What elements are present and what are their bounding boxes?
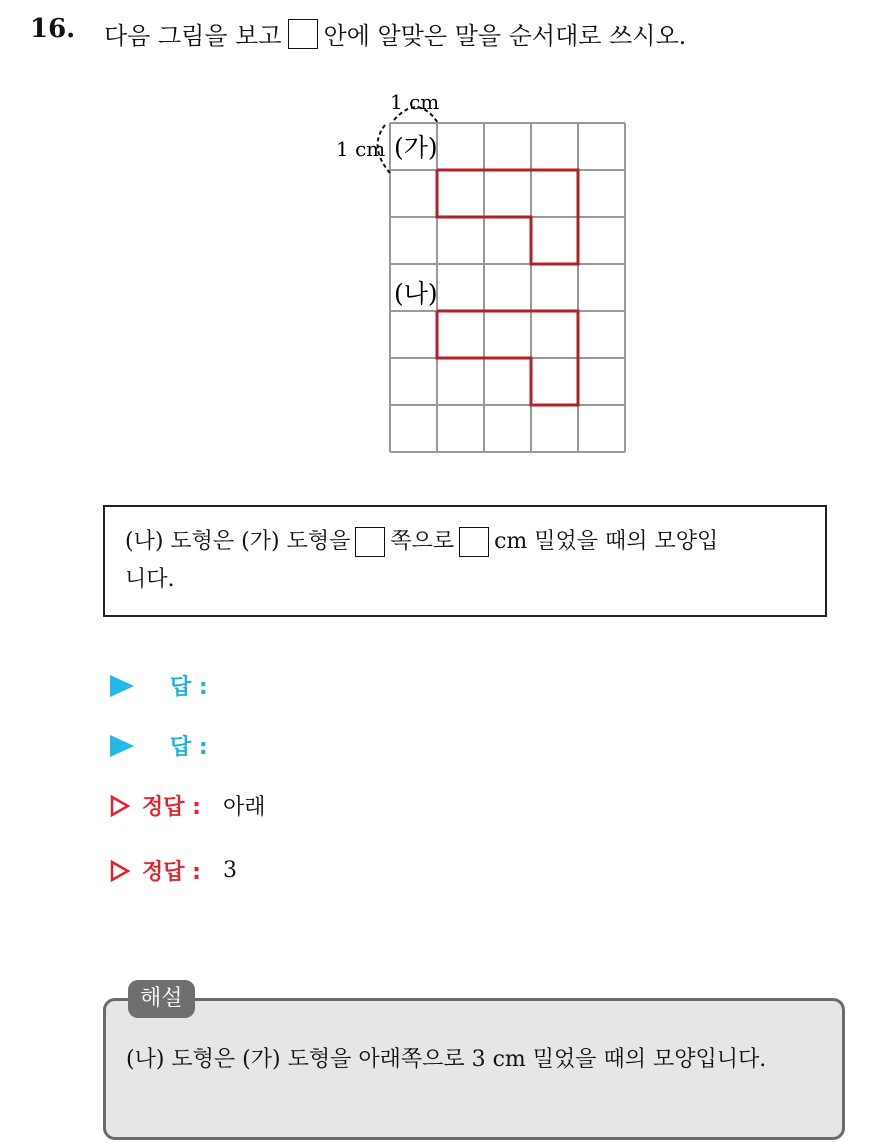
condition-part2: 쪽으로 (390, 529, 455, 554)
outline-triangle-icon (110, 795, 130, 817)
explanation-text: (나) 도형은 (가) 도형을 아래쪽으로 3 cm 밀었을 때의 모양입니다. (126, 1047, 767, 1072)
condition-part4: 니다. (125, 567, 175, 592)
solution-label: 정답 : (142, 795, 201, 820)
explanation-box (103, 998, 845, 1140)
blank-direction (355, 527, 385, 557)
answer-label: 답 : (170, 735, 208, 760)
condition-part3: cm 밀었을 때의 모양입 (494, 529, 719, 554)
blank-box (288, 19, 318, 49)
blank-distance (459, 527, 489, 557)
answer-label: 답 : (170, 675, 208, 700)
solution-value: 3 (222, 858, 237, 883)
label-top: 1 cm (390, 90, 440, 114)
condition-part1: (나) 도형은 (가) 도형을 (125, 529, 351, 554)
question-text-before: 다음 그림을 보고 (104, 22, 282, 50)
play-triangle-icon (110, 735, 134, 757)
solution-label: 정답 : (142, 860, 201, 885)
solution-value: 아래 (222, 795, 266, 820)
solution-row-2 (110, 855, 237, 886)
question-text-after: 안에 알맞은 말을 순서대로 쓰시오. (323, 22, 687, 50)
condition-line-1 (125, 523, 807, 561)
condition-line-2 (125, 561, 807, 599)
question-text (104, 16, 686, 51)
explanation-tab: 해설 (128, 980, 195, 1018)
shape-b-label: (나) (394, 279, 438, 308)
question-number: 16. (30, 14, 76, 44)
answer-row-1 (110, 670, 208, 701)
shape-a-label: (가) (394, 133, 438, 162)
play-triangle-icon (110, 675, 134, 697)
solution-row-1 (110, 790, 265, 821)
answer-row-2 (110, 730, 208, 761)
label-left: 1 cm (336, 137, 386, 161)
condition-box (103, 505, 827, 617)
grid-figure (330, 85, 640, 460)
outline-triangle-icon (110, 860, 130, 882)
